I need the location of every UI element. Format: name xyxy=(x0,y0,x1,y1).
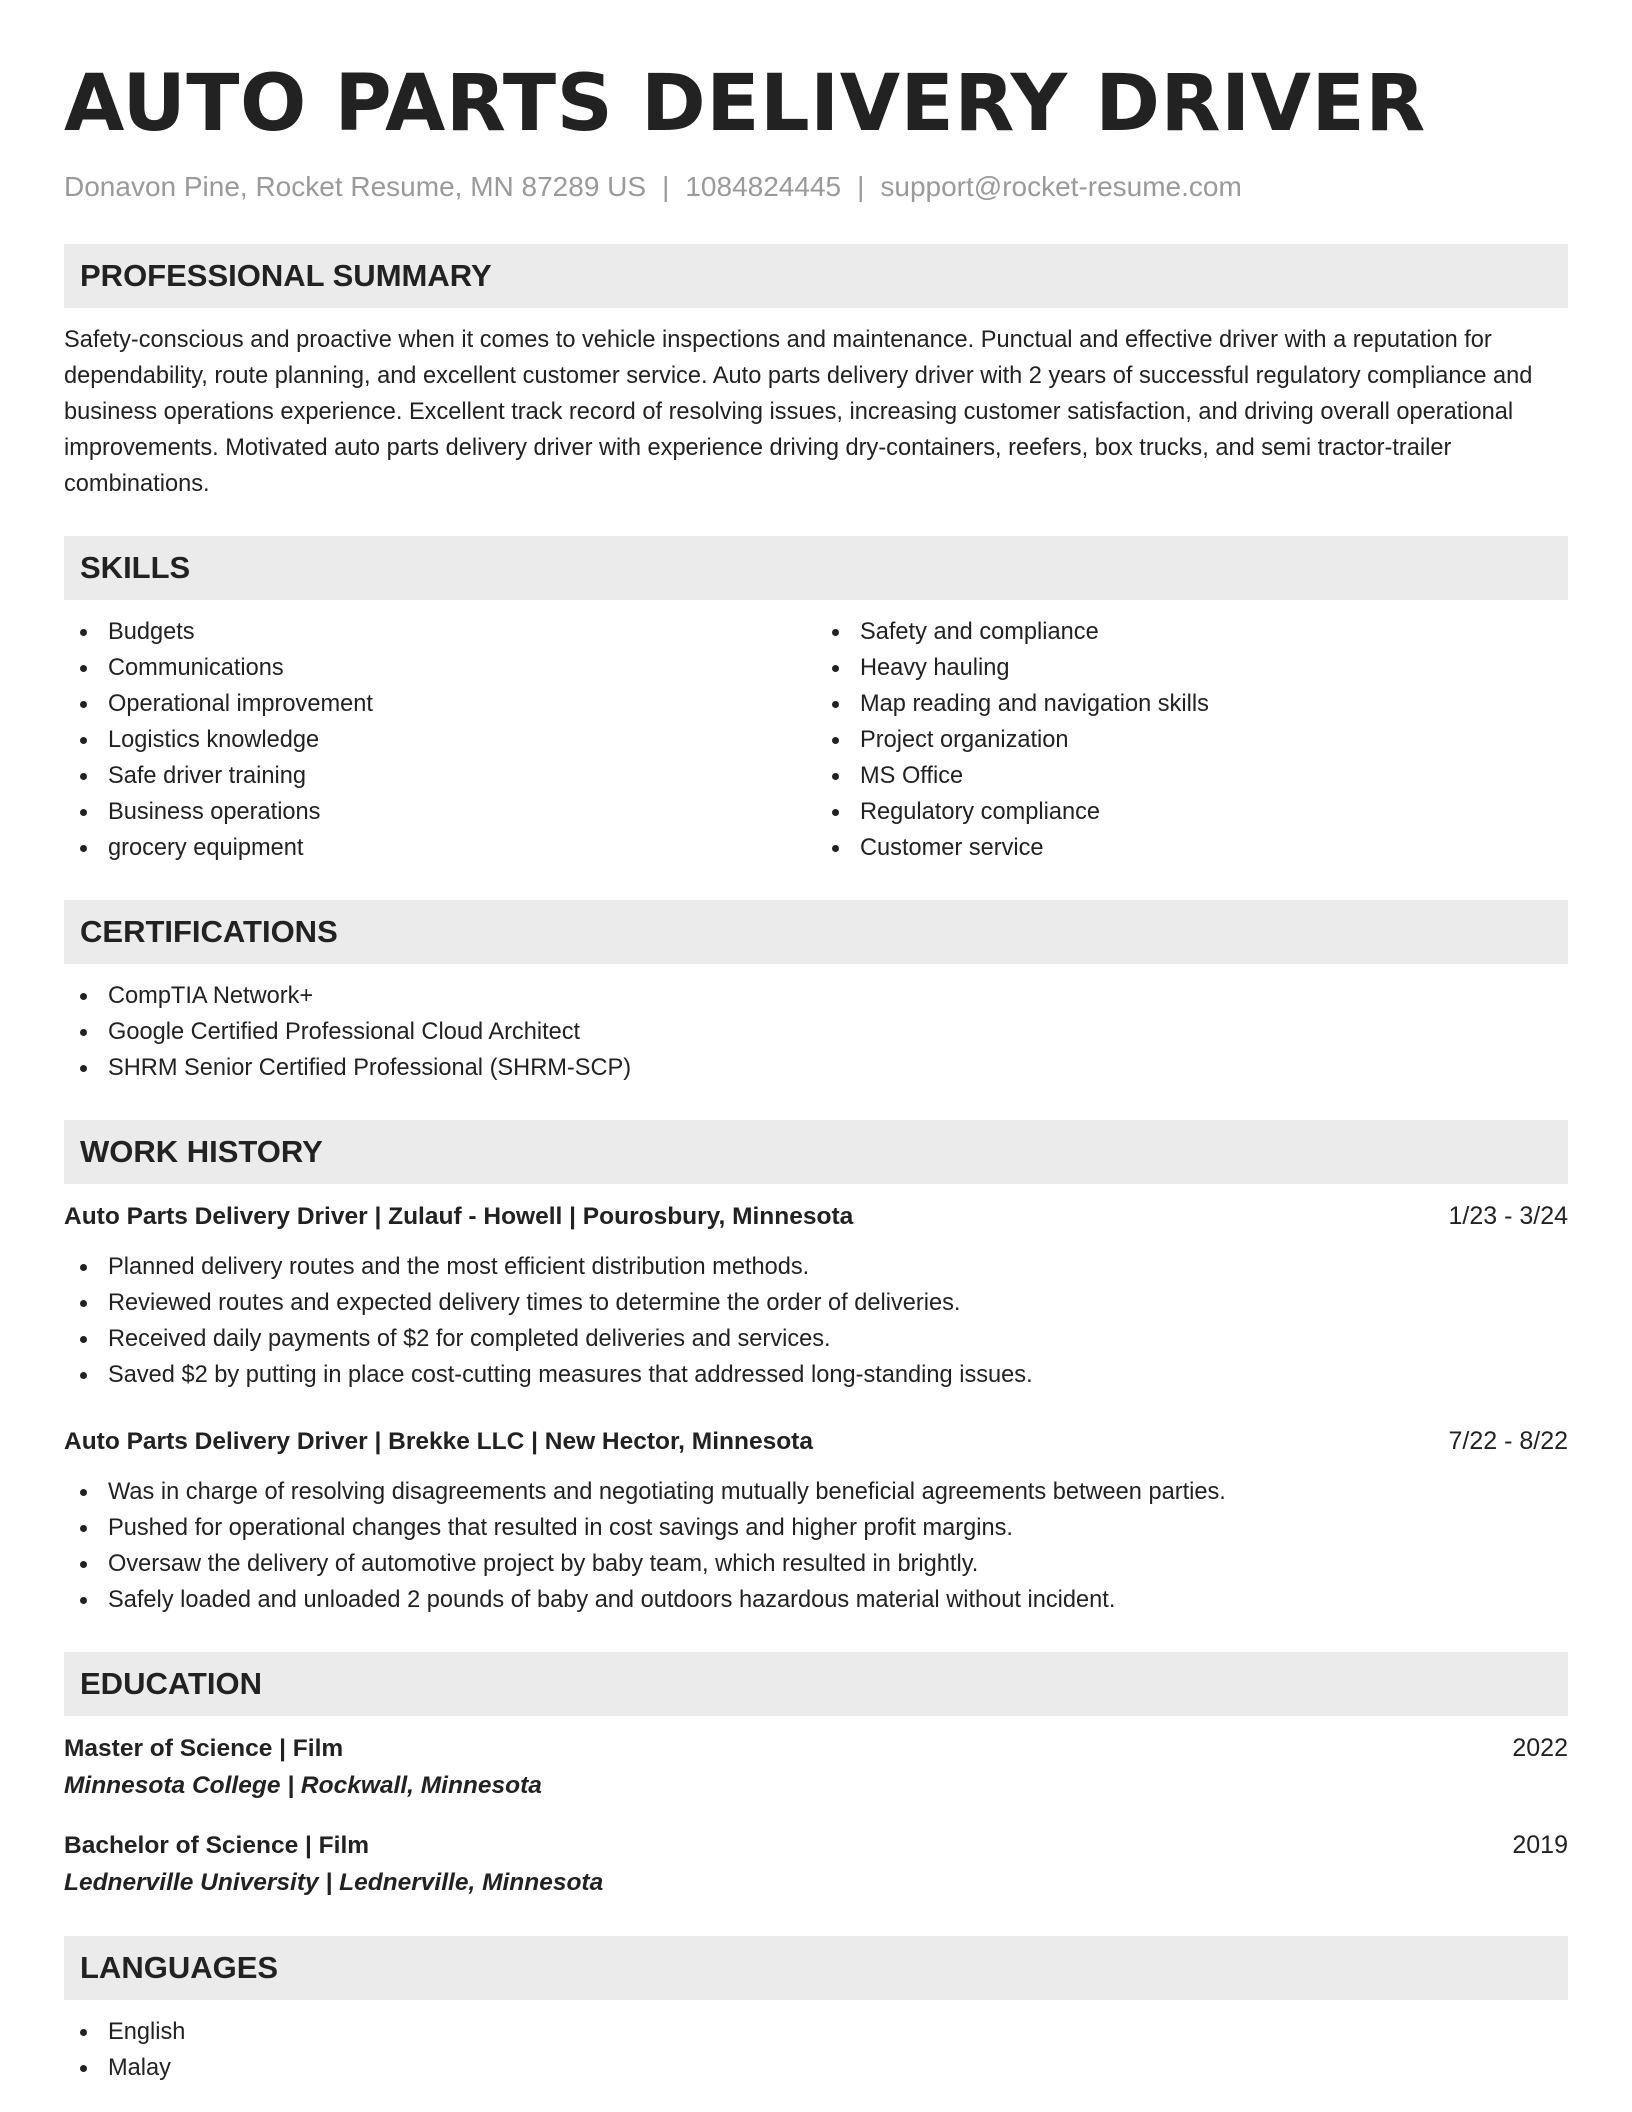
resume-title: AUTO PARTS DELIVERY DRIVER xyxy=(64,59,1426,149)
contact-separator: | xyxy=(662,171,670,202)
section-heading-skills: SKILLS xyxy=(64,536,1568,600)
skill-item: Map reading and navigation skills xyxy=(816,686,1568,722)
education-school: Lednerville University | Lednerville, Minnesota xyxy=(64,1869,604,1896)
job-entry xyxy=(64,1198,1568,1393)
skill-item: Heavy hauling xyxy=(816,650,1568,686)
certification-item: Google Certified Professional Cloud Architect xyxy=(64,1014,1568,1050)
contact-email: support@rocket-resume.com xyxy=(880,171,1242,202)
job-header xyxy=(64,1423,1568,1460)
skill-item: Business operations xyxy=(64,794,816,830)
education-entry xyxy=(64,1730,1568,1805)
education-year: 2019 xyxy=(1512,1831,1568,1859)
section-heading-education: EDUCATION xyxy=(64,1652,1568,1716)
language-item: English xyxy=(64,2014,1568,2050)
job-bullet: Reviewed routes and expected delivery times to determine the order of deliveries. xyxy=(64,1285,1568,1321)
job-bullets xyxy=(64,1249,1568,1393)
certifications-list xyxy=(64,978,1568,1086)
job-bullet: Saved $2 by putting in place cost-cutting measures that addressed long-standing issues. xyxy=(64,1357,1568,1393)
job-bullet: Planned delivery routes and the most efficient distribution methods. xyxy=(64,1249,1568,1285)
skill-item: grocery equipment xyxy=(64,830,816,866)
section-heading-languages: LANGUAGES xyxy=(64,1936,1568,2000)
education-degree: Master of Science | Film xyxy=(64,1735,344,1762)
job-bullet: Pushed for operational changes that resulted in cost savings and higher profit margins. xyxy=(64,1510,1568,1546)
skills-columns xyxy=(64,600,1568,866)
skill-item: Communications xyxy=(64,650,816,686)
job-bullet: Safely loaded and unloaded 2 pounds of baby and outdoors hazardous material without incident. xyxy=(64,1582,1568,1618)
education-header xyxy=(64,1827,1568,1864)
education-degree: Bachelor of Science | Film xyxy=(64,1832,370,1859)
section-heading-work-history: WORK HISTORY xyxy=(64,1120,1568,1184)
summary-text: Safety-conscious and proactive when it comes to vehicle inspections and maintenance. Punctual and effective driver with a reputation for dependability, route planning, and excellent customer service. Auto parts delivery driver with 2 years of successful regulatory compliance and business operations experience. Excellent track record of resolving issues, increasing customer satisfaction, and driving overall operational improvements. Motivated auto parts delivery driver with experience driving dry-containers, reefers, box trucks, and semi tractor-trailer combinations. xyxy=(64,327,1533,497)
job-title: Auto Parts Delivery Driver | Zulauf - Howell | Pourosbury, Minnesota xyxy=(64,1203,854,1230)
job-dates: 1/23 - 3/24 xyxy=(1448,1202,1568,1230)
skills-column-right xyxy=(816,600,1568,866)
job-title: Auto Parts Delivery Driver | Brekke LLC | New Hector, Minnesota xyxy=(64,1428,813,1455)
job-dates: 7/22 - 8/22 xyxy=(1448,1427,1568,1455)
education-header xyxy=(64,1730,1568,1767)
education-year: 2022 xyxy=(1512,1734,1568,1762)
job-bullets xyxy=(64,1474,1568,1618)
job-header xyxy=(64,1198,1568,1235)
contact-address: Donavon Pine, Rocket Resume, MN 87289 US xyxy=(64,171,647,202)
section-heading-certifications: CERTIFICATIONS xyxy=(64,900,1568,964)
job-entry xyxy=(64,1423,1568,1618)
certification-item: SHRM Senior Certified Professional (SHRM-SCP) xyxy=(64,1050,1568,1086)
skill-item: Logistics knowledge xyxy=(64,722,816,758)
job-bullet: Received daily payments of $2 for completed deliveries and services. xyxy=(64,1321,1568,1357)
skill-item: Safety and compliance xyxy=(816,614,1568,650)
certification-item: CompTIA Network+ xyxy=(64,978,1568,1014)
education-school: Minnesota College | Rockwall, Minnesota xyxy=(64,1772,542,1799)
skill-item: Budgets xyxy=(64,614,816,650)
education-entry xyxy=(64,1827,1568,1902)
skill-item: Operational improvement xyxy=(64,686,816,722)
languages-list xyxy=(64,2014,1568,2086)
job-bullet: Oversaw the delivery of automotive project by baby team, which resulted in brightly. xyxy=(64,1546,1568,1582)
contact-line xyxy=(64,168,1568,206)
section-heading-summary: PROFESSIONAL SUMMARY xyxy=(64,244,1568,308)
contact-phone: 1084824445 xyxy=(685,171,842,202)
skill-item: Safe driver training xyxy=(64,758,816,794)
job-bullet: Was in charge of resolving disagreements and negotiating mutually beneficial agreements between parties. xyxy=(64,1474,1568,1510)
skills-column-left xyxy=(64,600,816,866)
contact-separator: | xyxy=(857,171,865,202)
skill-item: Customer service xyxy=(816,830,1568,866)
skill-item: MS Office xyxy=(816,758,1568,794)
skill-item: Project organization xyxy=(816,722,1568,758)
skill-item: Regulatory compliance xyxy=(816,794,1568,830)
language-item: Malay xyxy=(64,2050,1568,2086)
